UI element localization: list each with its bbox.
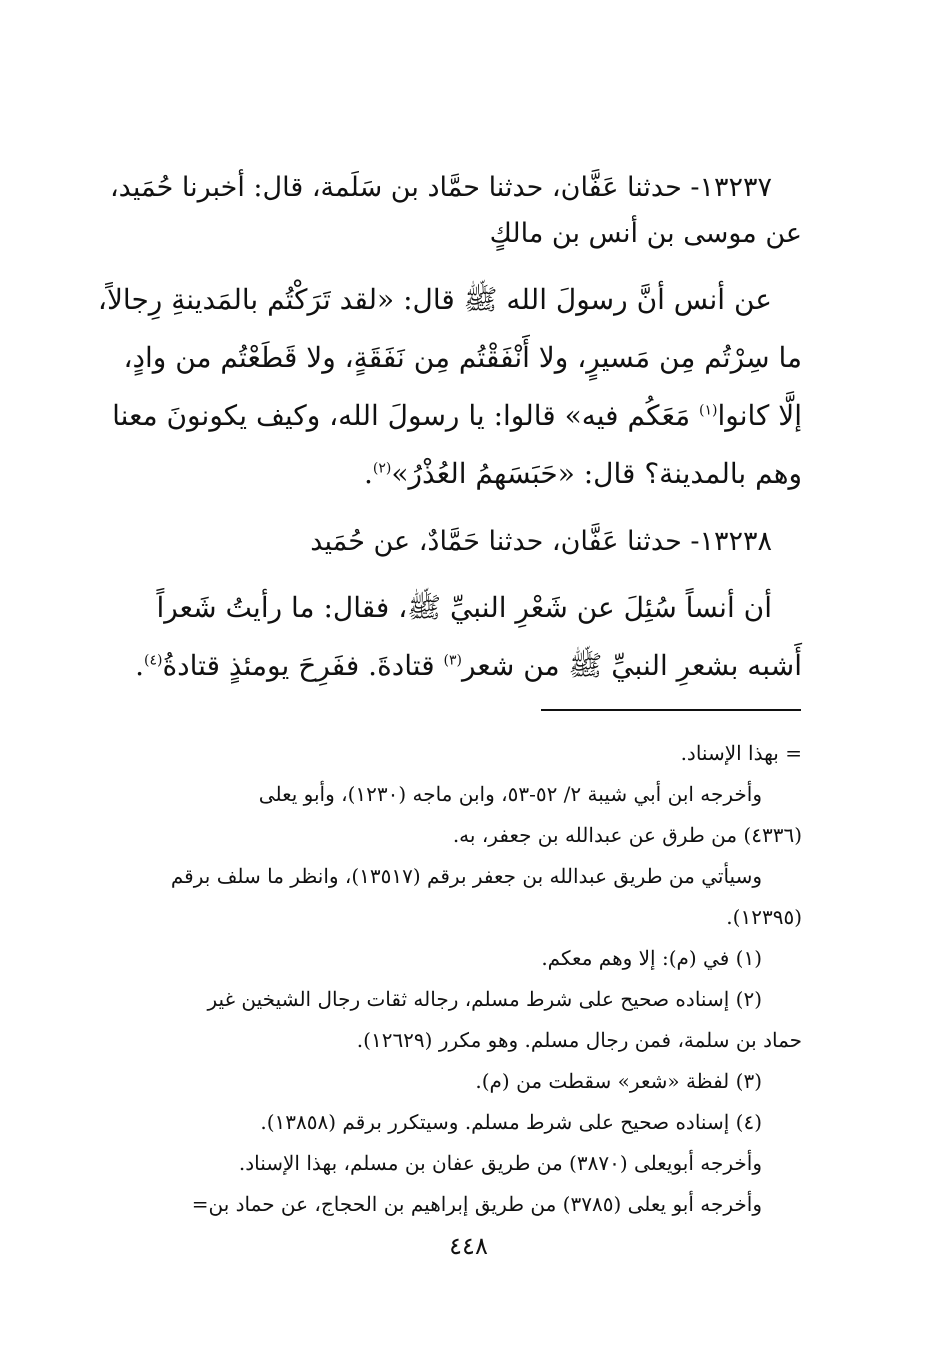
page-number: ٤٤٨ — [449, 1232, 488, 1260]
isnad-line: عن موسى بن أنس بن مالكٍ — [489, 218, 802, 249]
footnote-line: وسيأتي من طريق عبدالله بن جعفر برقم (١٣٥١٧)، وانظر ما سلف برقم — [170, 864, 762, 888]
matn-line — [122, 637, 802, 695]
footnote-separator — [541, 709, 801, 711]
footnote-line: (٢) إسناده صحيح على شرط مسلم، رجاله ثقات رجال الشيخين غير — [207, 987, 762, 1011]
footnote-line: وأخرجه ابن أبي شيبة ٢/ ٥٢-٥٣، وابن ماجه (١٢٣٠)، وأبو يعلى — [258, 782, 762, 806]
footnote-marker-3[interactable]: (٣) — [443, 652, 462, 669]
footnote-line: (٣) لفظة «شعر» سقطت من (م). — [475, 1069, 762, 1093]
footnote-marker-4[interactable]: (٤) — [144, 652, 163, 669]
matn-line: ما سِرْتُم مِن مَسيرٍ، ولا أَنْفَقْتُم مِن نَفَقَةٍ، ولا قَطَعْتُم من وادٍ، — [123, 341, 802, 374]
matn-line: عن أنس أنَّ رسولَ الله ﷺ قال: «لقد تَرَكْتُم بالمَدينةِ رِجالاً، — [97, 283, 772, 316]
isnad-line: ١٣٢٣٧- حدثنا عَفَّان، حدثنا حمَّاد بن سَلَمة، قال: أخبرنا حُمَيد، — [109, 172, 772, 203]
footnote-marker-1[interactable]: (١) — [698, 402, 718, 419]
footnote-line: (١٢٣٩٥). — [726, 905, 802, 929]
matn-text: . — [135, 649, 145, 682]
matn-line — [122, 445, 802, 503]
footnote-line: حماد بن سلمة، فمن رجال مسلم. وهو مكرر (١٢٦٢٩). — [356, 1028, 802, 1052]
matn-text: مَعَكُم فيه» قالوا: يا رسولَ الله، وكيف يكونونَ معنا — [112, 399, 699, 432]
matn-text: قتادةَ. ففَرِحَ يومئذٍ قتادةُ — [162, 649, 444, 682]
matn-text: إلَّا كانوا — [717, 399, 802, 432]
main-text — [97, 165, 802, 711]
hadith-13237-matn — [97, 271, 802, 503]
matn-text: وهم بالمدينة؟ قال: «حَبَسَهمُ العُذْرُ» — [391, 457, 802, 490]
isnad-line: ١٣٢٣٨- حدثنا عَفَّان، حدثنا حَمَّادٌ، عن حُمَيد — [310, 526, 772, 557]
footnote-line: = بهذا الإسناد. — [680, 741, 802, 765]
matn-text: أَشبه بشعرِ النبيِّ ﷺ من شعر — [461, 649, 802, 682]
footnote-marker-2[interactable]: (٢) — [372, 460, 392, 477]
matn-line — [112, 387, 802, 445]
matn-line: أن أنساً سُئِلَ عن شَعْرِ النبيِّ ﷺ، فقال: ما رأيتُ شَعراً — [156, 591, 772, 624]
footnote-line: وأخرجه أبو يعلى (٣٧٨٥) من طريق إبراهيم بن الحجاج، عن حماد بن= — [191, 1192, 762, 1216]
hadith-13238-isnad — [122, 519, 802, 565]
hadith-13237-isnad — [109, 165, 802, 257]
footnote-line: وأخرجه أبويعلى (٣٨٧٠) من طريق عفان بن مسلم، بهذا الإسناد. — [238, 1151, 762, 1175]
footnote-line: (١) في (م): إلا وهم معكم. — [541, 946, 762, 970]
footnote-line: (٤) إسناده صحيح على شرط مسلم. وسيتكرر برقم (١٣٨٥٨). — [260, 1110, 762, 1134]
matn-text: . — [363, 457, 373, 490]
footnote-line: (٤٣٣٦) من طرق عن عبدالله بن جعفر، به. — [452, 823, 802, 847]
hadith-13238-matn — [122, 579, 802, 695]
footnotes — [102, 733, 802, 1225]
